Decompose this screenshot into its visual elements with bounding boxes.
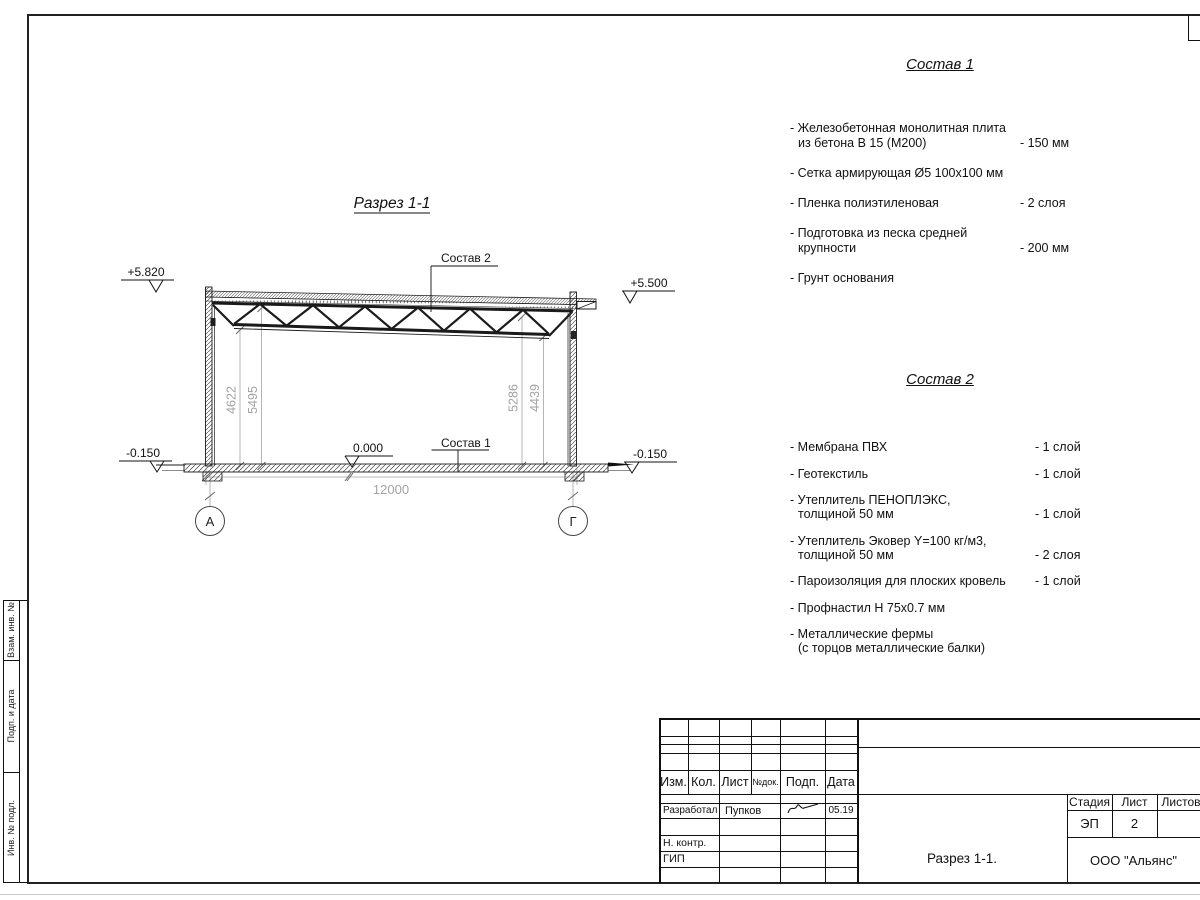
margin-label-vzam: Взам. инв. № [6, 602, 16, 658]
elevation-top-left: +5.820 [127, 265, 165, 279]
corner-box-line [1188, 40, 1200, 41]
spec-item-line2: толщиной 50 мм [798, 547, 894, 562]
axis-left-label: А [205, 514, 215, 529]
dim-right-inner: 5286 [506, 384, 521, 412]
tb-sheet-value: 2 [1130, 816, 1139, 831]
spec-item [790, 166, 1090, 181]
spec-item-value: - 200 мм [1020, 241, 1070, 255]
spec-item [790, 574, 1090, 588]
spec-item-line1: - Металлические фермы [790, 627, 934, 641]
grid-line [659, 718, 1200, 720]
spec-item-line1: - Мембрана ПВХ [790, 440, 888, 454]
grid-line [659, 818, 857, 819]
paper-edge [0, 894, 1200, 895]
spec-item [790, 601, 1090, 615]
sostav2-callout: Состав 2 [441, 251, 491, 265]
tb-sheet-label: Лист [1121, 795, 1148, 809]
spec-item-line2: толщиной 50 мм [798, 507, 894, 521]
spec-item-line1: - Пароизоляция для плоских кровель [790, 574, 1006, 588]
spec-list-2 [790, 371, 1090, 668]
sostav1-callout: Состав 1 [441, 436, 491, 450]
spec-item-value: - 1 слой [1035, 507, 1081, 521]
grid-line [825, 718, 826, 883]
margin-line [3, 772, 19, 773]
tb-gip-label: ГИП [663, 853, 685, 865]
tb-developed-label: Разработал [663, 805, 718, 816]
spec-item-line2: (с торцов металлические балки) [798, 641, 986, 655]
margin-line [19, 600, 20, 883]
spec-item-value: - 2 слоя [1035, 547, 1081, 562]
spec-item-line1: - Грунт основания [790, 271, 895, 285]
elevation-bottom-right: -0.150 [632, 447, 668, 461]
spec-item-value: - 1 слой [1035, 440, 1081, 454]
wall-right [570, 292, 577, 466]
grid-line [780, 718, 781, 883]
dim-right-outer: 4439 [528, 384, 542, 412]
truss [211, 303, 577, 339]
spec-item [790, 121, 1090, 151]
margin-label-podp: Подп. и дата [6, 689, 16, 743]
spec-item-value: - 150 мм [1020, 136, 1070, 150]
tb-developed-name: Пупков [725, 804, 762, 817]
tb-ncontrol-label: Н. контр. [663, 837, 707, 849]
section-title: Разрез 1-1 [353, 195, 431, 212]
dim-span: 12000 [372, 482, 410, 497]
tb-sheets-label: Листов [1161, 795, 1200, 809]
spec-item [790, 440, 1090, 454]
spec-item-line1: - Пленка полиэтиленовая [790, 196, 939, 210]
spec-item-line2: крупности [798, 241, 857, 255]
corner-box-line [1188, 15, 1189, 41]
spec-item-line1: - Профнастил Н 75х0.7 мм [790, 600, 946, 615]
spec-item [790, 534, 1090, 562]
frame-top [27, 14, 1200, 16]
wall-left [206, 287, 213, 466]
grid-line [659, 867, 857, 868]
spec-item-line1: - Утеплитель ПЕНОПЛЭКС, [790, 493, 951, 507]
spec-item-line1: - Утеплитель Эковер Y=100 кг/м3, [790, 533, 987, 548]
spec-item-line1: - Геотекстиль [790, 466, 869, 481]
axis-right-label: Г [569, 514, 577, 529]
frame-left [27, 14, 29, 884]
margin-line [3, 882, 27, 883]
spec-item [790, 226, 1090, 256]
spec1-title: Состав 1 [906, 56, 974, 73]
elevation-top-right: +5.500 [630, 276, 668, 290]
spec-item-value: - 1 слой [1035, 574, 1081, 588]
tb-stage-label: Стадия [1069, 795, 1110, 809]
tb-col-izm: Изм. [660, 775, 687, 789]
spec-item [790, 493, 1090, 521]
spec-item-line1: - Подготовка из песка средней [790, 226, 968, 240]
tb-col-ndok: №док. [752, 777, 779, 787]
spec-item-line1: - Сетка армирующая Ø5 100х100 мм [790, 166, 1004, 180]
elevation-zero: 0.000 [352, 441, 384, 455]
spec-item [790, 271, 1090, 286]
tb-col-data: Дата [827, 775, 855, 789]
floor-slab [156, 463, 634, 482]
spec-item-line1: - Железобетонная монолитная плита [790, 121, 1006, 135]
tb-col-kol: Кол. [691, 775, 716, 789]
spec-item-line2: из бетона В 15 (М200) [798, 136, 927, 150]
spec2-title: Состав 2 [906, 371, 974, 388]
tb-col-list: Лист [721, 775, 749, 789]
spec-list-1 [790, 56, 1090, 301]
spec-item [790, 196, 1090, 211]
spec-item-value: - 2 слоя [1020, 196, 1066, 210]
margin-label-inv: Инв. № подл. [6, 799, 16, 857]
signature [784, 801, 822, 817]
spec-item [790, 627, 1090, 655]
tb-doc-title: Разрез 1-1. [926, 850, 998, 866]
elevation-bottom-left: -0.150 [125, 446, 161, 460]
section-svg [90, 180, 850, 580]
tb-developed-date: 05.19 [828, 805, 854, 816]
dim-left-outer: 5495 [246, 386, 260, 414]
tb-stage-value: ЭП [1080, 816, 1099, 831]
grid-line [857, 747, 1200, 748]
spec-item [790, 467, 1090, 481]
tb-company: ООО "Альянс" [1090, 852, 1177, 868]
spec-item-value: - 1 слой [1035, 466, 1081, 481]
tb-col-podp: Подп. [785, 775, 820, 789]
dim-left-inner: 4622 [224, 386, 239, 414]
